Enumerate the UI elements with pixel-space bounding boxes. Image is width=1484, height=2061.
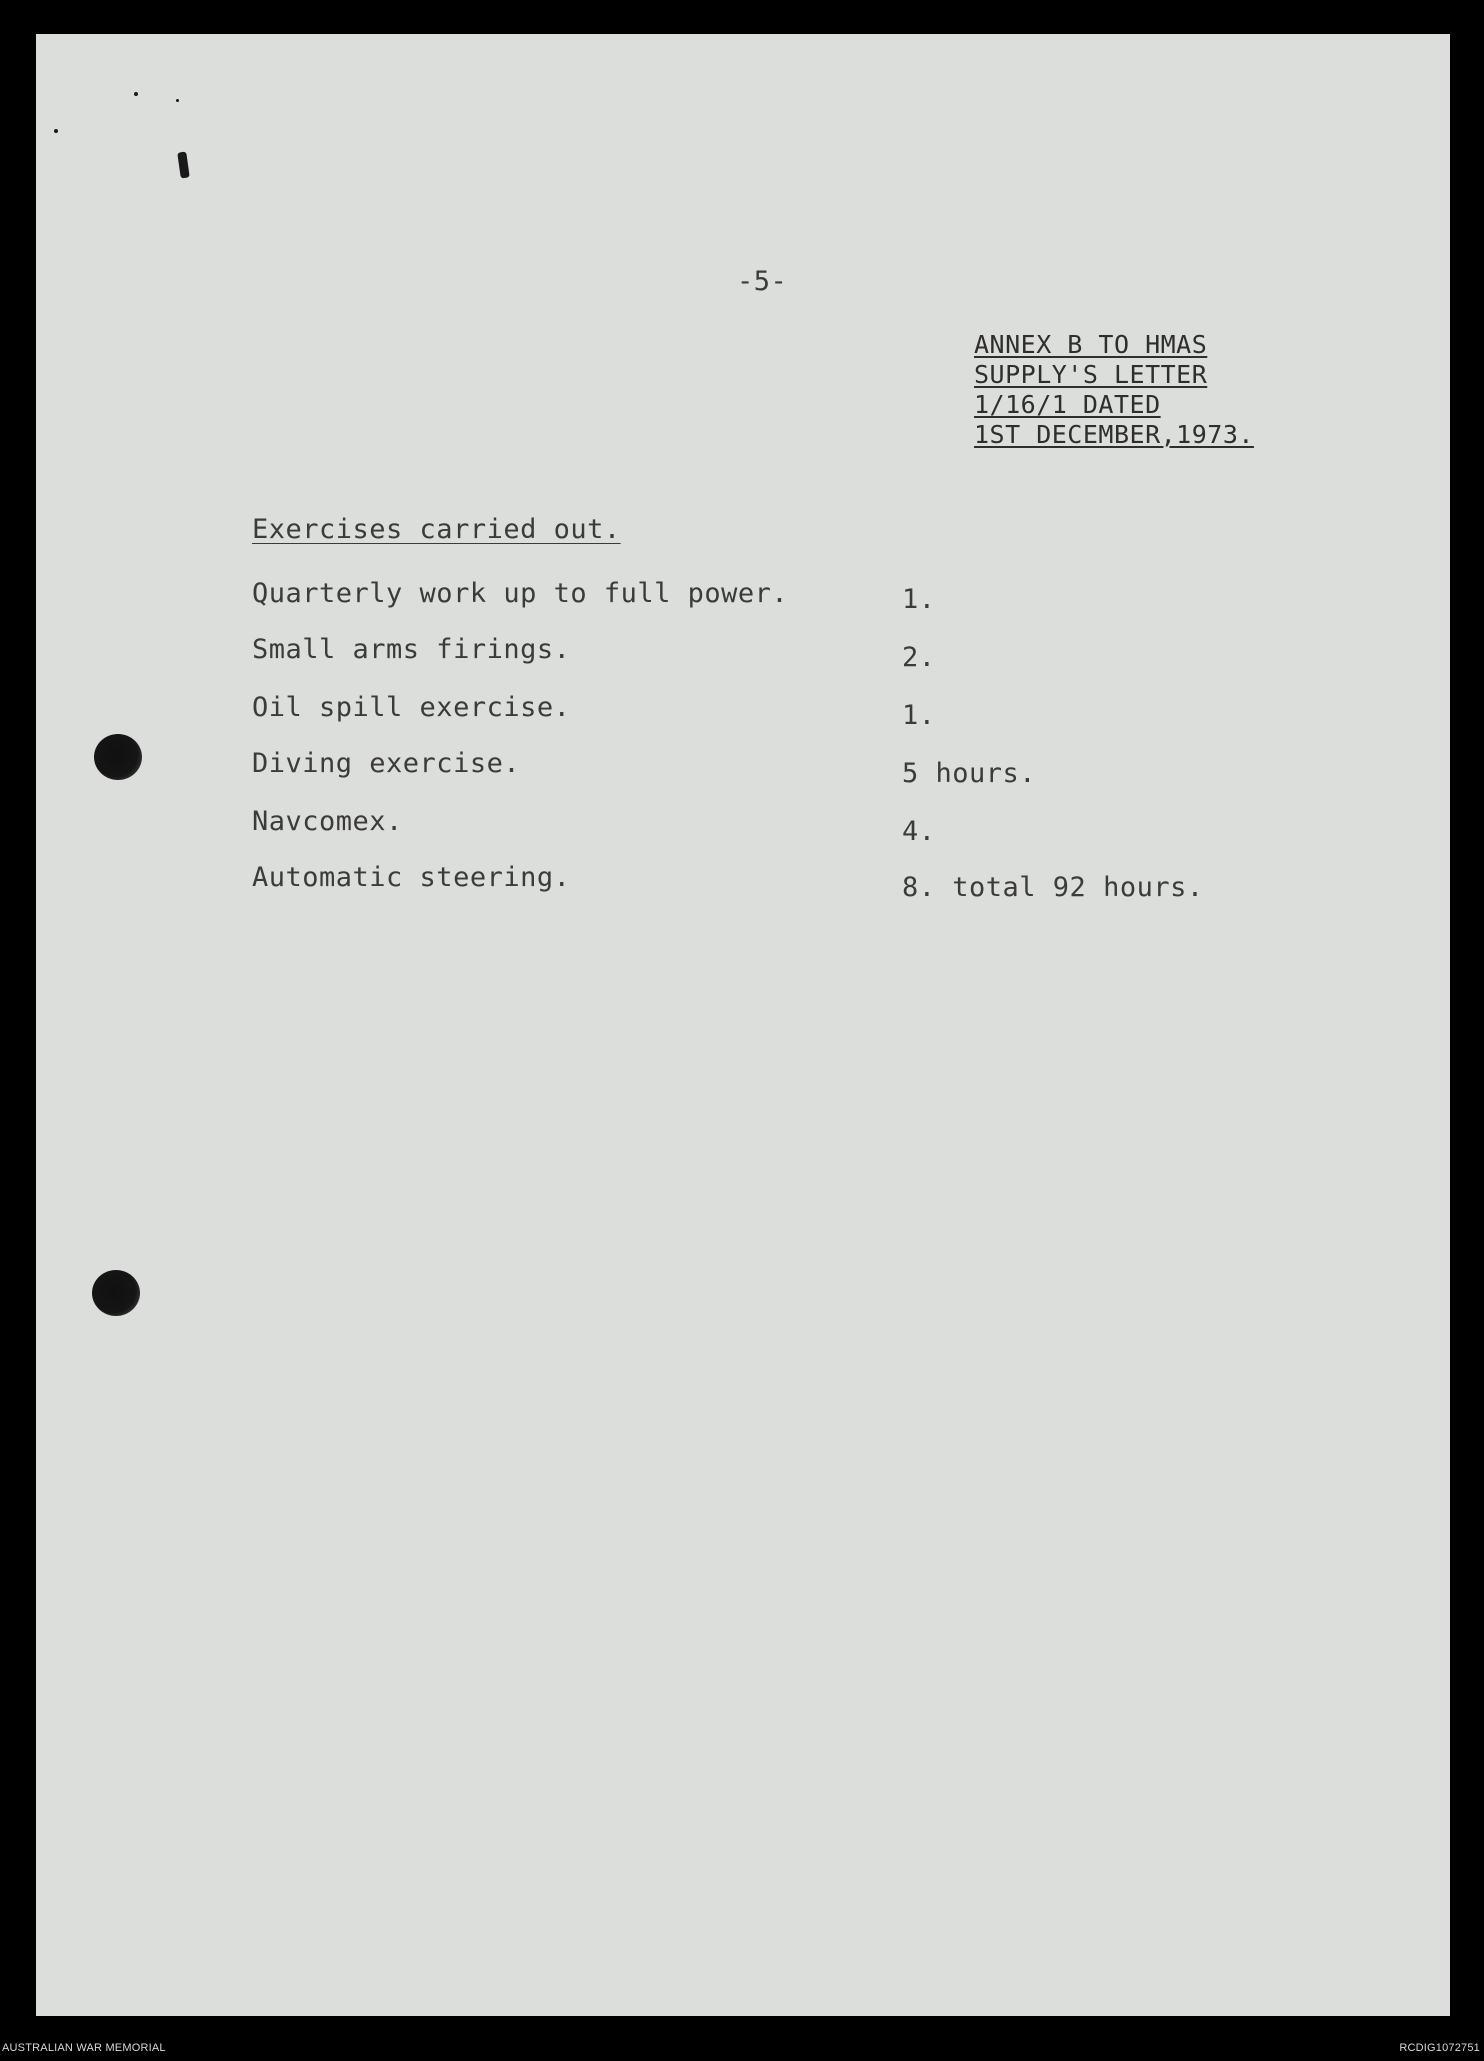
annex-line: ANNEX B TO HMAS (974, 330, 1208, 359)
punch-hole (94, 734, 142, 780)
staple-mark (177, 152, 190, 179)
archive-credit: AUSTRALIAN WAR MEMORIAL (2, 2042, 166, 2054)
exercise-value: 1. (902, 700, 936, 731)
exercise-label: Quarterly work up to full power. (252, 578, 789, 609)
exercise-value: 5 hours. (902, 758, 1037, 789)
annex-line: SUPPLY'S LETTER (974, 360, 1208, 389)
exercise-label: Oil spill exercise. (252, 692, 571, 723)
exercise-label: Automatic steering. (252, 862, 571, 893)
archive-id: RCDIG1072751 (1399, 2042, 1480, 2054)
exercise-value: 4. (902, 816, 936, 847)
section-heading: Exercises carried out. (252, 514, 621, 545)
exercise-value: 1. (902, 584, 936, 615)
annex-reference (974, 330, 1254, 450)
exercise-value: 8. total 92 hours. (902, 872, 1204, 903)
document-page (36, 34, 1450, 2016)
exercise-label: Navcomex. (252, 806, 403, 837)
staple-dot (176, 99, 179, 102)
annex-line: 1/16/1 DATED (974, 390, 1161, 419)
punch-hole (92, 1270, 140, 1316)
exercise-value: 2. (902, 642, 936, 673)
exercise-label: Small arms firings. (252, 634, 571, 665)
staple-dot (54, 129, 58, 133)
staple-dot (134, 92, 138, 96)
page-number: -5- (737, 266, 788, 297)
exercise-label: Diving exercise. (252, 748, 521, 779)
annex-line: 1ST DECEMBER,1973. (974, 420, 1254, 449)
